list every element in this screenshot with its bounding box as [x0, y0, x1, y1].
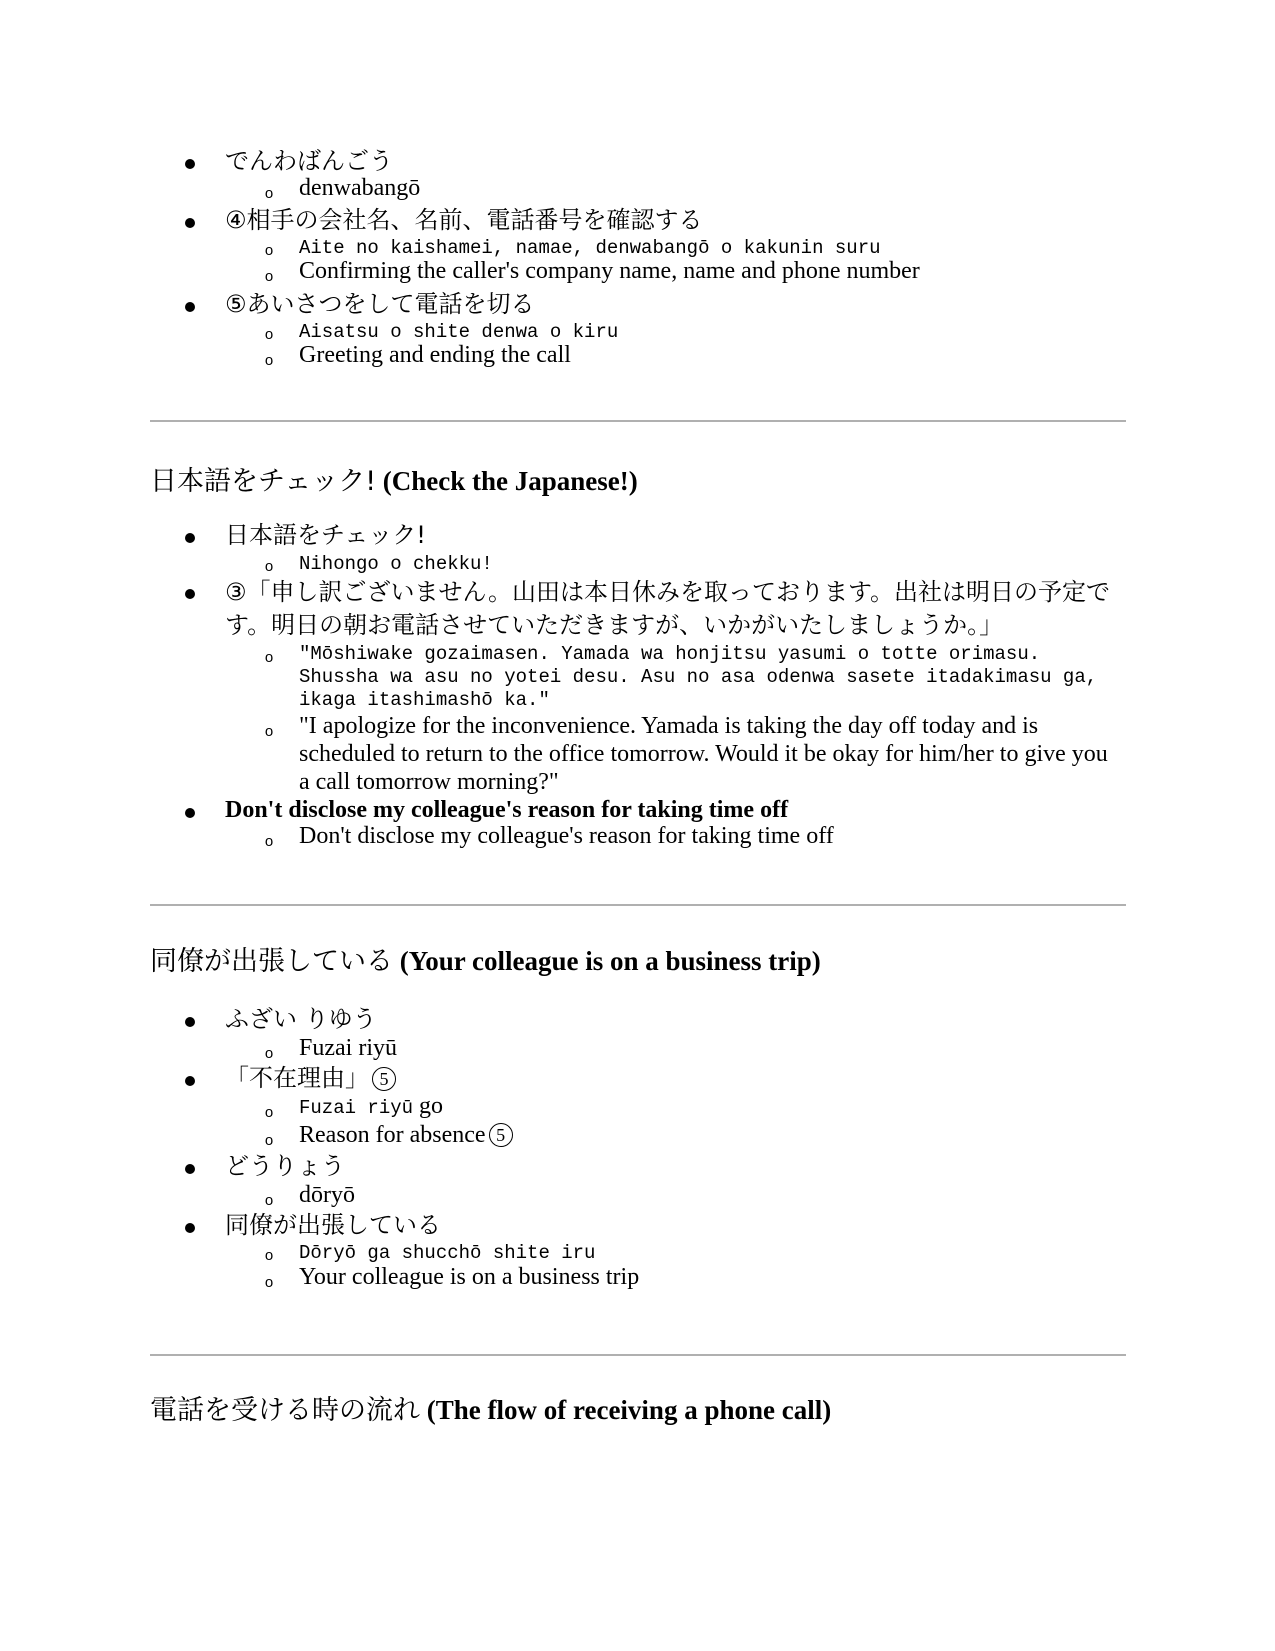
list-subitem-romaji: [299, 1092, 443, 1122]
list-item-jp: どうりょう: [225, 1152, 345, 1180]
list-item-jp: ④相手の会社名、名前、電話番号を確認する: [225, 206, 703, 234]
sub-bullet: o: [264, 185, 274, 202]
list-item-jp: [225, 1063, 396, 1093]
list-subitem-romaji: denwabangō: [299, 175, 421, 201]
list-subitem-romaji: Dōryō ga shucchō shite iru: [299, 1242, 596, 1264]
sub-bullet: o: [264, 1045, 274, 1062]
section-divider: [150, 1354, 1126, 1356]
list-subitem-translation: Don't disclose my colleague's reason for taking time off: [299, 823, 834, 849]
heading-jp: 電話を受ける時の流れ: [150, 1395, 420, 1426]
bullet: [185, 159, 195, 169]
heading-jp: 日本語をチェック!: [150, 466, 377, 497]
translation-text: Reason for absence: [299, 1122, 486, 1148]
circled-number: 5: [489, 1123, 513, 1147]
sub-bullet: o: [264, 723, 274, 740]
bullet: [185, 533, 195, 543]
section-divider: [150, 420, 1126, 422]
bullet: [185, 1076, 195, 1086]
list-subitem-romaji: dōryō: [299, 1182, 355, 1208]
sub-bullet: o: [264, 1192, 274, 1209]
list-subitem-translation: "I apologize for the inconvenience. Yamada is taking the day off today and is scheduled to return to the office tomorrow. Would it be okay for him/her to give you a call tomorrow morning?": [299, 713, 1108, 795]
bullet: [185, 589, 195, 599]
list-subitem-translation: Greeting and ending the call: [299, 342, 571, 368]
sub-bullet: o: [264, 1132, 274, 1149]
sub-bullet: o: [264, 1104, 274, 1121]
romaji-serif: go: [419, 1093, 444, 1119]
bullet: [185, 1164, 195, 1174]
bullet: [185, 1223, 195, 1233]
list-subitem-romaji: Aite no kaishamei, namae, denwabangō o kakunin suru: [299, 237, 881, 259]
circled-number: 5: [372, 1067, 396, 1091]
sub-bullet: o: [264, 268, 274, 285]
heading-jp: 同僚が出張している: [150, 946, 393, 977]
heading-en: (Your colleague is on a business trip): [399, 946, 821, 976]
list-subitem-romaji: Aisatsu o shite denwa o kiru: [299, 321, 619, 343]
section-heading: [150, 944, 821, 979]
list-item-jp: ⑤あいさつをして電話を切る: [225, 290, 535, 318]
section-heading: [150, 464, 638, 499]
list-subitem-romaji: Fuzai riyū: [299, 1035, 397, 1061]
list-item-bold: Don't disclose my colleague's reason for taking time off: [225, 797, 789, 823]
heading-en: (The flow of receiving a phone call): [426, 1395, 832, 1425]
bullet: [185, 218, 195, 228]
list-subitem-romaji: Nihongo o chekku!: [299, 553, 493, 575]
heading-en: (Check the Japanese!): [382, 466, 638, 496]
bullet: [185, 1017, 195, 1027]
sub-bullet: o: [264, 352, 274, 369]
sub-bullet: o: [264, 649, 274, 666]
list-subitem-romaji: "Mōshiwake gozaimasen. Yamada wa honjitsu yasumi o totte orimasu. Shussha wa asu no yotei desu. Asu no asa odenwa sasete itadakimasu ga, ikaga itashimashō ka.": [299, 643, 1098, 711]
section-divider: [150, 904, 1126, 906]
sub-bullet: o: [264, 242, 274, 259]
list-item-jp: 日本語をチェック!: [225, 521, 426, 549]
sub-bullet: o: [264, 1247, 274, 1264]
list-item-jp: でんわばんごう: [225, 147, 393, 175]
bullet: [185, 302, 195, 312]
sub-bullet: o: [264, 326, 274, 343]
list-item-jp: ふざい りゆう: [225, 1005, 377, 1033]
list-subitem-translation: Your colleague is on a business trip: [299, 1264, 640, 1290]
section-heading: [150, 1393, 831, 1428]
sub-bullet: o: [264, 1274, 274, 1291]
list-item-jp: ③「申し訳ございません。山田は本日休みを取っております。出社は明日の予定です。明日の朝お電話させていただきますが、いかがいたしましょうか。」: [225, 578, 1111, 639]
list-subitem-translation: [299, 1121, 513, 1149]
list-subitem-translation: Confirming the caller's company name, name and phone number: [299, 258, 920, 284]
list-item-jp-text: 「不在理由」: [225, 1064, 369, 1092]
bullet: [185, 808, 195, 818]
sub-bullet: o: [264, 833, 274, 850]
romaji-mono: Fuzai riyū: [299, 1097, 414, 1119]
list-item-jp: 同僚が出張している: [225, 1211, 441, 1239]
sub-bullet: o: [264, 558, 274, 575]
